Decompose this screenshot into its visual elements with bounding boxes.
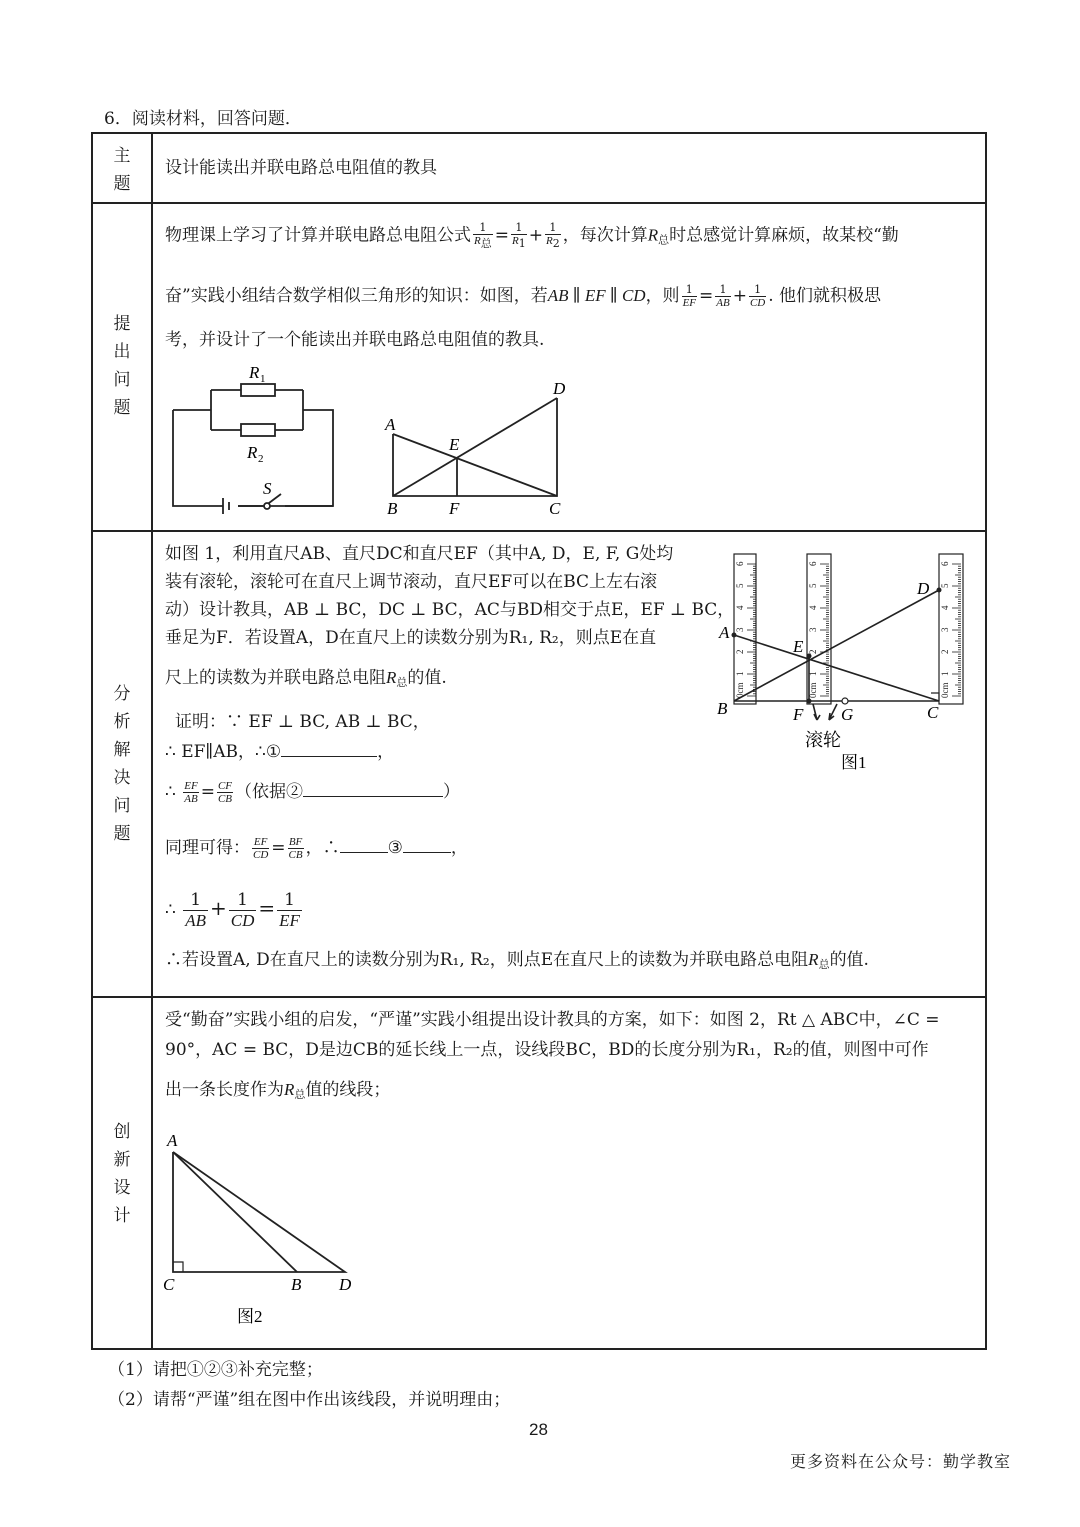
point-f: F [449,499,460,514]
ruler-tick-label: 6 [940,561,950,566]
fig1-point-f: F [793,705,804,724]
row-divider [93,202,985,204]
question-title: 6．阅读材料，回答问题． [104,109,302,129]
fig1-point-b: B [717,699,728,718]
ruler-tick-label: 5 [808,583,818,588]
ruler-tick-label: 1 [808,671,818,676]
circuit-diagram [163,358,343,518]
ruler-tick-label: 4 [940,605,950,610]
ruler-tick-label: 2 [940,649,950,654]
proof-line-2: ∴ EF∥AB，∴① ， [165,742,395,762]
ruler-tick-label: 4 [735,605,745,610]
ruler-tick-label: 5 [940,583,950,588]
analysis-p2: 装有滚轮，滚轮可在直尺上调节滚动，直尺EF可以在BC上左右滚 [165,572,658,592]
frac-1-ab: $\frac{1}{AB}$ [716,283,730,309]
row-label-propose: 提 出 问 题 [113,314,131,418]
battery-icon [223,498,229,514]
analysis-p1: 如图 1，利用直尺AB、直尺DC和直尺EF（其中A, D，E, F, G处均 [165,544,674,564]
fig1-point-g: G [841,705,854,724]
roller-f [807,699,812,704]
ruler-tick-label: 3 [735,627,745,632]
blank-3-right[interactable] [403,852,451,853]
blank-2[interactable] [303,796,443,797]
fig2-caption: 图2 [237,1307,263,1326]
roller-a [732,633,737,638]
point-b: B [387,499,398,514]
fig2-point-c: C [163,1275,175,1294]
figure-2-triangle [159,1126,389,1336]
fig2-point-d: D [339,1275,352,1294]
fig1-point-e: E [793,637,804,656]
resistor-r2 [241,424,275,436]
fig2-point-a: A [167,1131,178,1150]
blank-1[interactable] [281,756,377,757]
table-column-divider [151,134,153,1348]
ruler-tick-label: 0cm [940,682,950,698]
point-d: D [553,379,566,398]
proof-line-1: 证明：∵ EF ⊥ BC, AB ⊥ BC， [175,712,430,732]
fig1-point-c: C [927,703,939,722]
question-2: （2）请帮“严谨”组在图中作出该线段，并说明理由； [108,1390,511,1410]
propose-line-1: 物理课上学习了计算并联电路总电阻公式 $\frac{1}{\text{R总}}$ = $\frac{1}{R1}$ + $\frac{1}{R2}$ ，每次计算$R_总$时总感觉计算麻烦，故某校“勤 [165,221,899,250]
frac-1-cd: $\frac{1}{CD}$ [749,283,766,309]
row-label-analysis: 分 析 解 决 问 题 [113,684,131,844]
svg-text:1: 1 [260,373,266,385]
ruler-tick-label: 6 [735,561,745,566]
svg-text:2: 2 [258,453,264,465]
material-table [91,132,987,1350]
point-a: A [385,415,396,434]
proof-line-4: 同理可得： $\frac{EF}{CD}$ = $\frac{BF}{CB}$ ，∴ ③ ， [165,836,468,861]
ruler-tick-label: 1 [735,671,745,676]
page-number: 28 [529,1420,548,1439]
analysis-p5: 尺上的读数为并联电路总电阻$R_总$的值. [165,668,447,689]
ruler-tick-label: 2 [735,649,745,654]
label-s: S [263,479,272,498]
row-divider [93,530,985,532]
roller-g [842,698,848,704]
frac-1-r-total: $\frac{1}{\text{R总}}$ [474,221,492,250]
label-r2: R [247,443,258,462]
switch-icon [238,494,281,506]
row-divider [93,996,985,998]
point-e: E [449,435,460,454]
topic-text: 设计能读出并联电路总电阻值的教具 [165,158,437,178]
fig1-roller-label: 滚轮 [805,730,841,750]
ruler-tick-label: 4 [808,605,818,610]
row-label-topic: 主 题 [113,146,131,194]
proof-line-5: ∴ $\frac{1}{AB}$ + $\frac{1}{CD}$ = $\frac{1}{EF}$ [165,890,300,930]
fig2-point-b: B [291,1275,302,1294]
ruler-tick-label: 6 [808,561,818,566]
question-1: （1）请把①②③补充完整； [108,1360,323,1380]
footer-note: 更多资料在公众号：勤学教室 [790,1452,1012,1471]
frac-1-r1: $\frac{1}{R1}$ [511,221,526,250]
fig1-caption: 图1 [841,753,867,772]
row-label-innovate: 创 新 设 计 [113,1122,131,1226]
analysis-p4: 垂足为F．若设置A，D在直尺上的读数分别为R₁, R₂，则点E在直 [165,628,657,648]
ruler-tick-label: 0cm [808,682,818,698]
frac-1-ef: $\frac{1}{EF}$ [682,283,697,309]
point-c: C [549,499,561,514]
proof-line-6: ∴若设置A, D在直尺上的读数分别为R₁, R₂，则点E在直尺上的读数为并联电路总电阻$R_总$的值. [165,950,869,971]
innovate-line-1: 受“勤奋”实践小组的启发，“严谨”实践小组提出设计教具的方案，如下：如图 2，Rt △ ABC中，∠C = [165,1010,940,1030]
ruler-tick-label: 2 [808,649,818,654]
fig1-point-d: D [917,579,930,598]
similar-triangles-diagram [381,374,581,514]
ruler-tick-label: 1 [940,671,950,676]
proof-line-3: ∴ $\frac{EF}{AB}$ = $\frac{CF}{CB}$ （依据② ） [165,780,460,805]
label-r1: R [249,363,260,382]
roller-d [937,588,942,593]
fig1-point-a: A [719,623,730,642]
ruler-tick-label: 5 [735,583,745,588]
resistor-r1 [241,384,275,396]
innovate-line-2: 90°，AC = BC，D是边CB的延长线上一点，设线段BC，BD的长度分别为R₁，R₂的值，则图中可作 [165,1040,929,1060]
frac-1-r2: $\frac{1}{R2}$ [545,221,560,250]
innovate-line-3: 出一条长度作为$R_总$值的线段； [165,1080,391,1101]
propose-line-2: 奋”实践小组结合数学相似三角形的知识：如图，若AB ∥ EF ∥ CD，则 $\frac{1}{EF}$ = $\frac{1}{AB}$ + $\frac{1}{CD}$ . 他们就积极思 [165,283,882,309]
ruler-tick-label: 0cm [735,682,745,698]
propose-line-3: 考，并设计了一个能读出并联电路总电阻值的教具. [165,330,545,350]
ruler-tick-label: 3 [808,627,818,632]
figure-1-rulers [713,546,983,786]
analysis-p3: 动）设计教具，AB ⊥ BC，DC ⊥ BC，AC与BD相交于点E，EF ⊥ BC， [165,600,735,620]
ruler-tick-label: 3 [940,627,950,632]
blank-3-left[interactable] [340,852,388,853]
roller-e [807,654,812,659]
